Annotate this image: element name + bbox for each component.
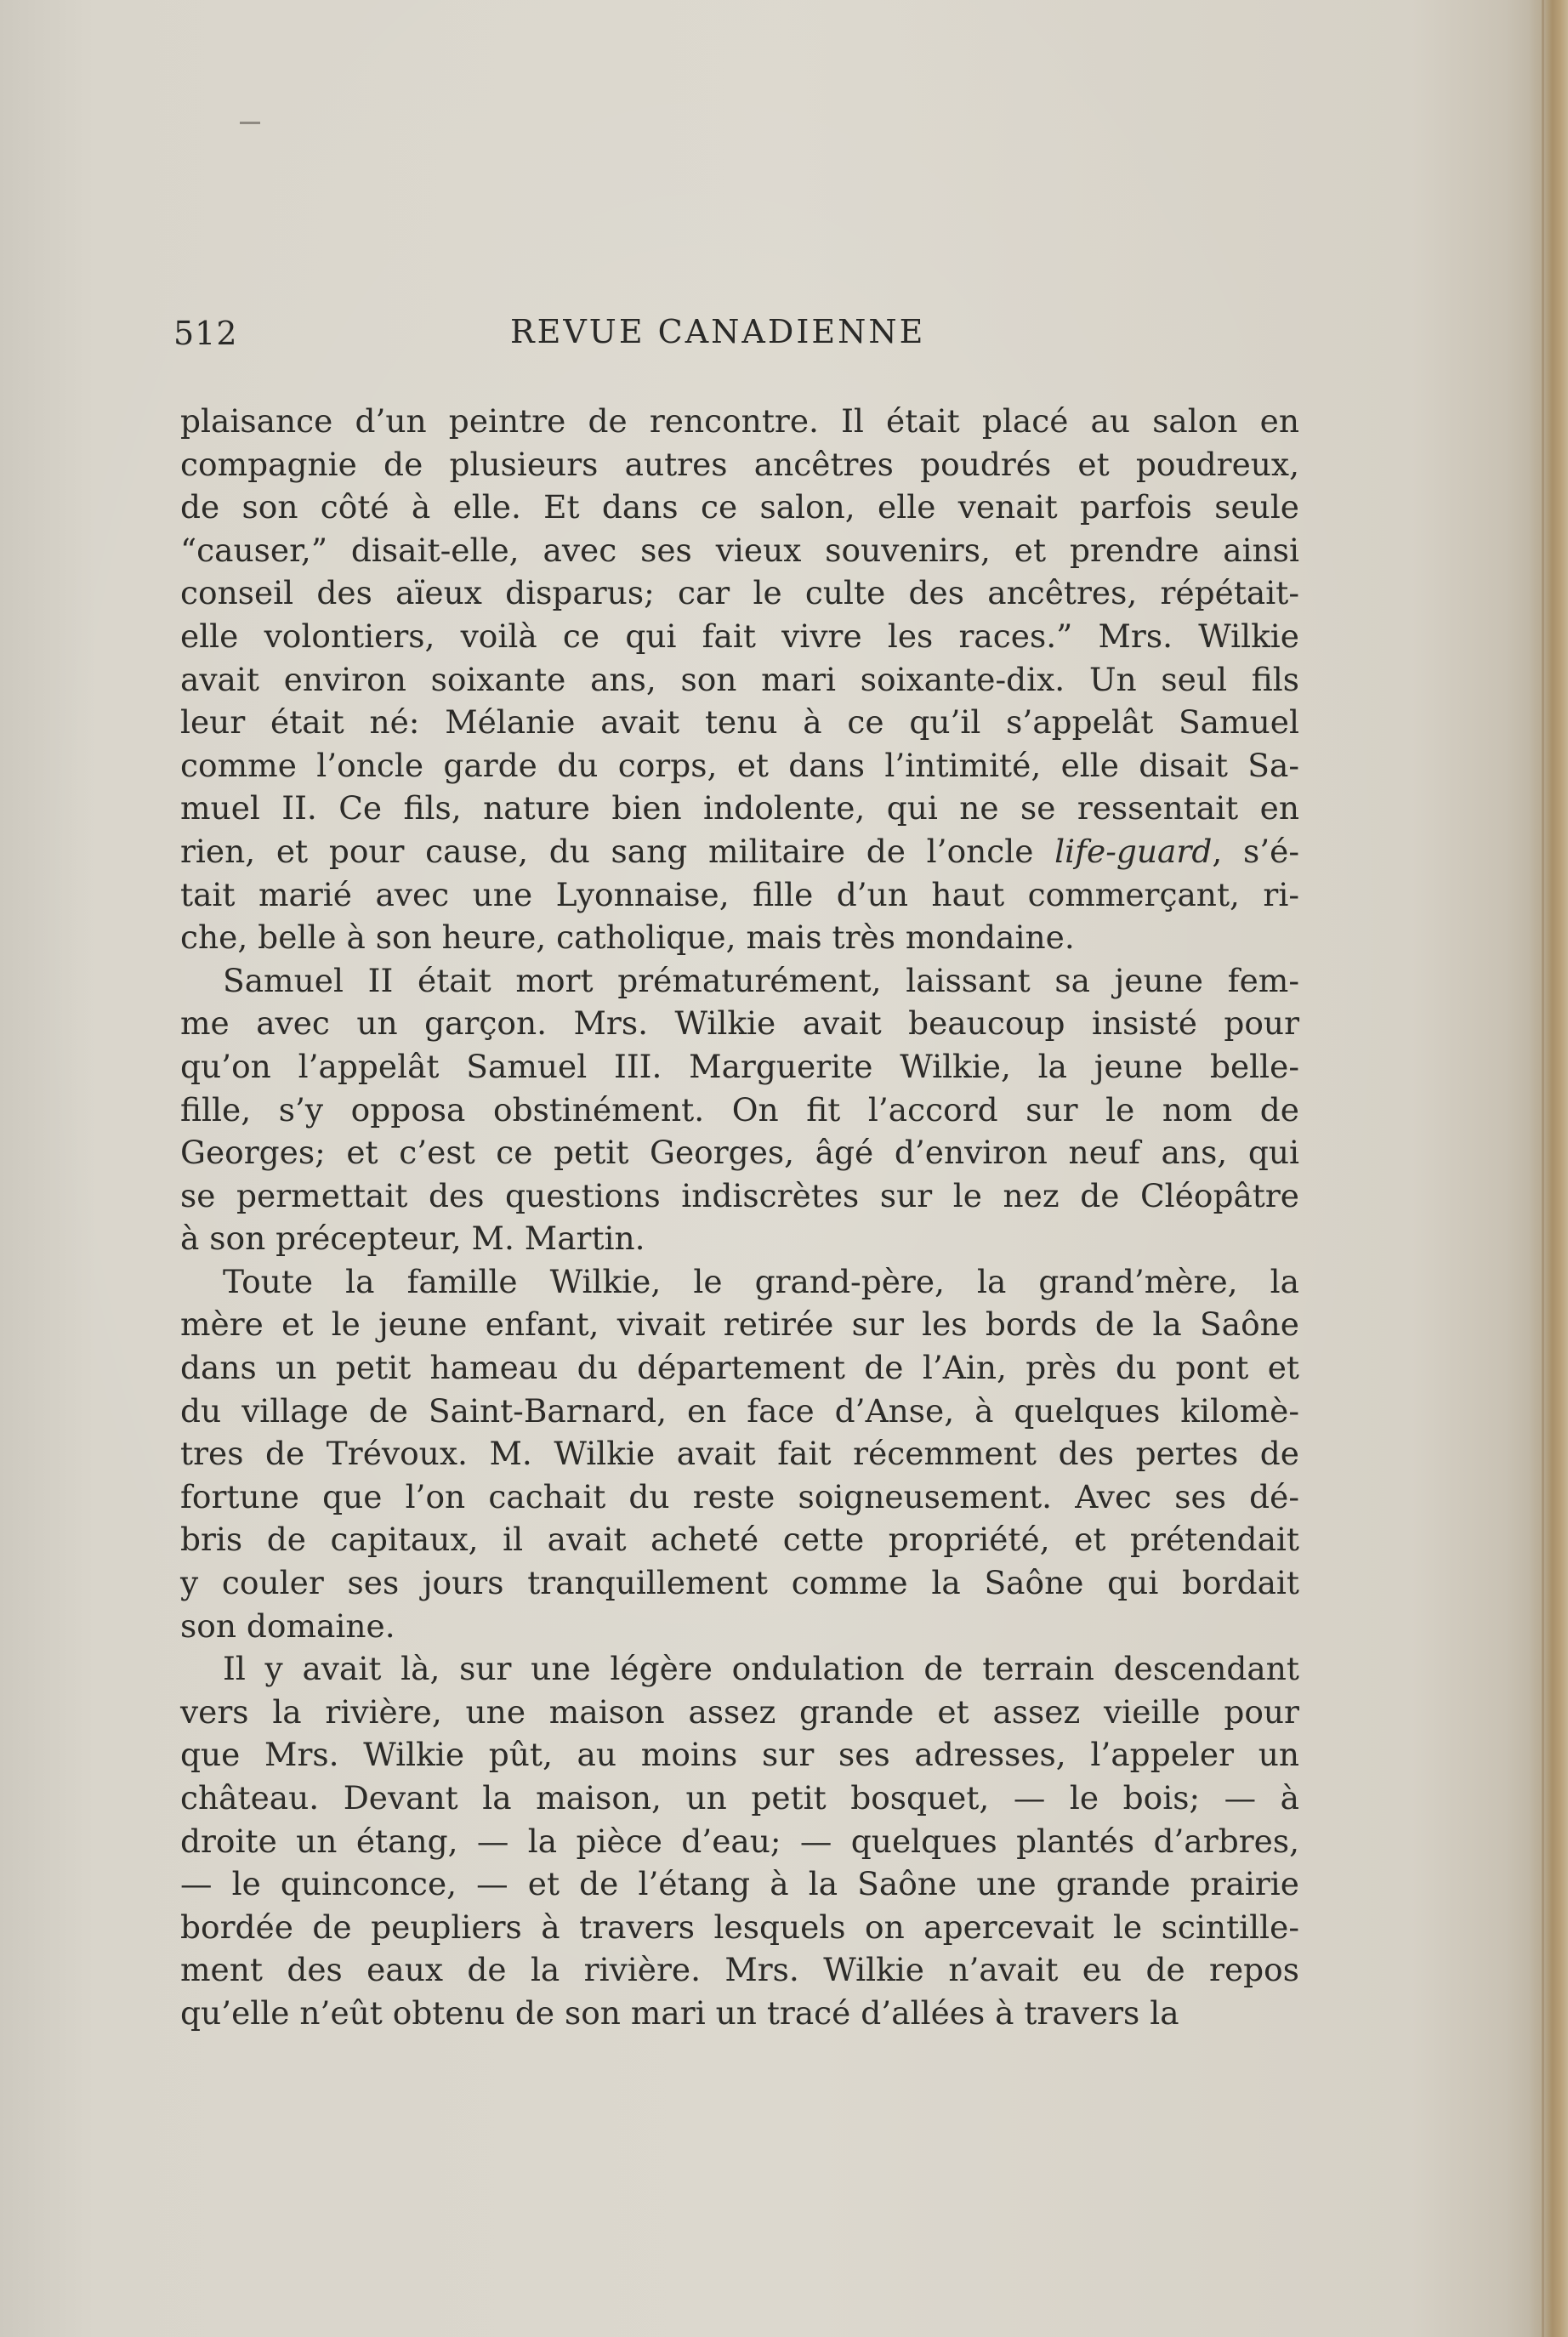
text-line: vers la rivière, une maison assez grande et assez vieille pour [180, 1692, 1299, 1731]
text-line: tres de Trévoux. M. Wilkie avait fait récemment des pertes de [180, 1435, 1299, 1473]
text-line: du village de Saint-Barnard, en face d’Anse, à quelques kilomè- [180, 1391, 1299, 1430]
text-line: avait environ soixante ans, son mari soixante-dix. Un seul fils [180, 660, 1299, 698]
text-line: qu’elle n’eût obtenu de son mari un tracé d’allées à travers la [180, 1993, 1179, 2032]
text-line: plaisance d’un peintre de rencontre. Il était placé au salon en [180, 402, 1299, 440]
text-line: Il y avait là, sur une légère ondulation de terrain descendant [223, 1650, 1299, 1688]
text-line: à son précepteur, M. Martin. [180, 1220, 645, 1258]
page-edge-shadow [1529, 0, 1568, 2337]
text-line: Georges; et c’est ce petit Georges, âgé d’environ neuf ans, qui [180, 1134, 1299, 1172]
text-line: che, belle à son heure, catholique, mais très mondaine. [180, 918, 1075, 957]
text-line: elle volontiers, voilà ce qui fait vivre les races.” Mrs. Wilkie [180, 617, 1299, 655]
text-line: rien, et pour cause, du sang militaire de l’oncle life-guard, s’é- [180, 832, 1299, 870]
text-line: muel II. Ce fils, nature bien indolente, qui ne se ressentait en [180, 789, 1299, 827]
text-line: dans un petit hameau du département de l’Ain, près du pont et [180, 1349, 1299, 1387]
text-line: fortune que l’on cachait du reste soigneusement. Avec ses dé- [180, 1477, 1299, 1515]
printer-mark [240, 122, 260, 124]
text-line: comme l’oncle garde du corps, et dans l’intimité, elle disait Sa- [180, 746, 1299, 784]
text-line: Toute la famille Wilkie, le grand-père, la grand’mère, la [223, 1262, 1299, 1300]
text-line: me avec un garçon. Mrs. Wilkie avait beaucoup insisté pour [180, 1004, 1299, 1043]
text-line: conseil des aïeux disparus; car le culte des ancêtres, répétait- [180, 574, 1299, 612]
text-line: château. Devant la maison, un petit bosquet, — le bois; — à [180, 1779, 1299, 1817]
page-number: 512 [173, 315, 238, 352]
paragraph [180, 959, 1299, 1260]
text-line: qu’on l’appelât Samuel III. Marguerite Wilkie, la jeune belle- [180, 1047, 1299, 1085]
paragraph [180, 1260, 1299, 1647]
text-line: son domaine. [180, 1606, 395, 1645]
text-line: “causer,” disait-elle, avec ses vieux souvenirs, et prendre ainsi [180, 531, 1299, 569]
page-header [173, 306, 1296, 366]
text-line: Samuel II était mort prématurément, laissant sa jeune fem- [223, 961, 1299, 999]
running-title: REVUE CANADIENNE [510, 313, 926, 350]
text-line: bordée de peupliers à travers lesquels on apercevait le scintille- [180, 1908, 1299, 1946]
body-text [180, 400, 1299, 2035]
paragraph [180, 400, 1299, 959]
page-edge-line [1542, 0, 1544, 2337]
text-line: se permettait des questions indiscrètes sur le nez de Cléopâtre [180, 1176, 1299, 1214]
text-line: que Mrs. Wilkie pût, au moins sur ses adresses, l’appeler un [180, 1736, 1299, 1774]
text-line: tait marié avec une Lyonnaise, fille d’un haut commerçant, ri- [180, 875, 1299, 913]
text-line: compagnie de plusieurs autres ancêtres poudrés et poudreux, [180, 445, 1299, 483]
text-line: fille, s’y opposa obstinément. On fit l’accord sur le nom de [180, 1090, 1299, 1129]
paragraph [180, 1647, 1299, 2034]
text-line: ment des eaux de la rivière. Mrs. Wilkie n’avait eu de repos [180, 1951, 1299, 1989]
text-line: mère et le jeune enfant, vivait retirée sur les bords de la Saône [180, 1305, 1299, 1344]
text-line: — le quinconce, — et de l’étang à la Saône une grande prairie [180, 1865, 1299, 1903]
text-line: leur était né: Mélanie avait tenu à ce qu’il s’appelât Samuel [180, 703, 1299, 742]
text-line: droite un étang, — la pièce d’eau; — quelques plantés d’arbres, [180, 1822, 1299, 1860]
text-line: bris de capitaux, il avait acheté cette propriété, et prétendait [180, 1521, 1299, 1559]
text-line: de son côté à elle. Et dans ce salon, elle venait parfois seule [180, 488, 1299, 526]
text-line: y couler ses jours tranquillement comme la Saône qui bordait [180, 1564, 1299, 1602]
